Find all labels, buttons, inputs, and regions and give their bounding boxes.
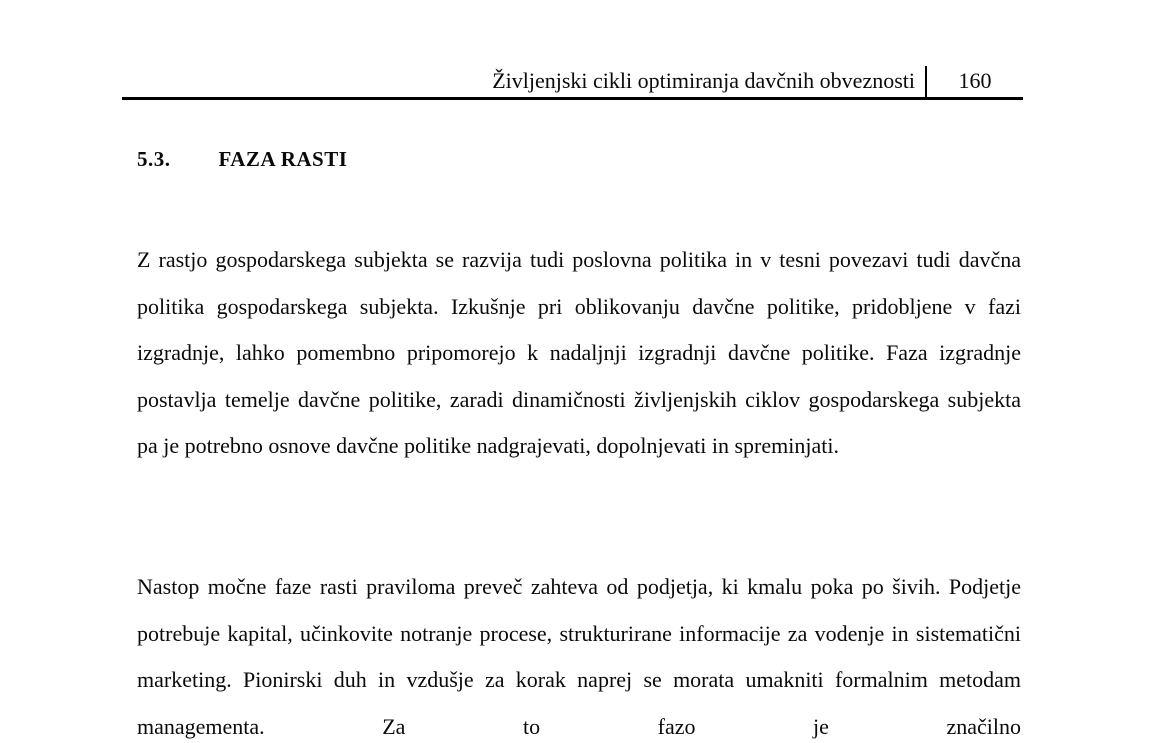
body-paragraph-1: Z rastjo gospodarskega subjekta se razvija tudi poslovna politika in v tesni povezavi tudi davčna politika gospodarskega subjekta. Izkušnje pri oblikovanju davčne politike, pridobljene v fazi izgradnje, lahko pomembno pripomorejo k nadaljnji izgradnji davčne politike. Faza izgradnje postavlja temelje davčne politike, zaradi dinamičnosti življenjskih ciklov gospodarskega subjekta pa je potrebno osnove davčne politike nadgrajevati, dopolnjevati in spreminjati. [137, 247, 1021, 458]
page-number: 160 [958, 68, 992, 93]
section-title: FAZA RASTI [218, 147, 348, 171]
body-paragraph-2: Nastop močne faze rasti praviloma preveč zahteva od podjetja, ki kmalu poka po šivih. Podjetje potrebuje kapital, učinkovite notranje procese, strukturirane informacije za vodenje in sistematični marketing. Pionirski duh in vzdušje za korak naprej se morata umakniti formalnim metodam managementa. Za to fazo je značilno [137, 574, 1021, 739]
section-heading [137, 147, 347, 172]
page-header [122, 64, 1023, 100]
running-header-title: Življenjski cikli optimiranja davčnih obveznosti [492, 68, 915, 93]
section-number: 5.3. [137, 147, 171, 171]
